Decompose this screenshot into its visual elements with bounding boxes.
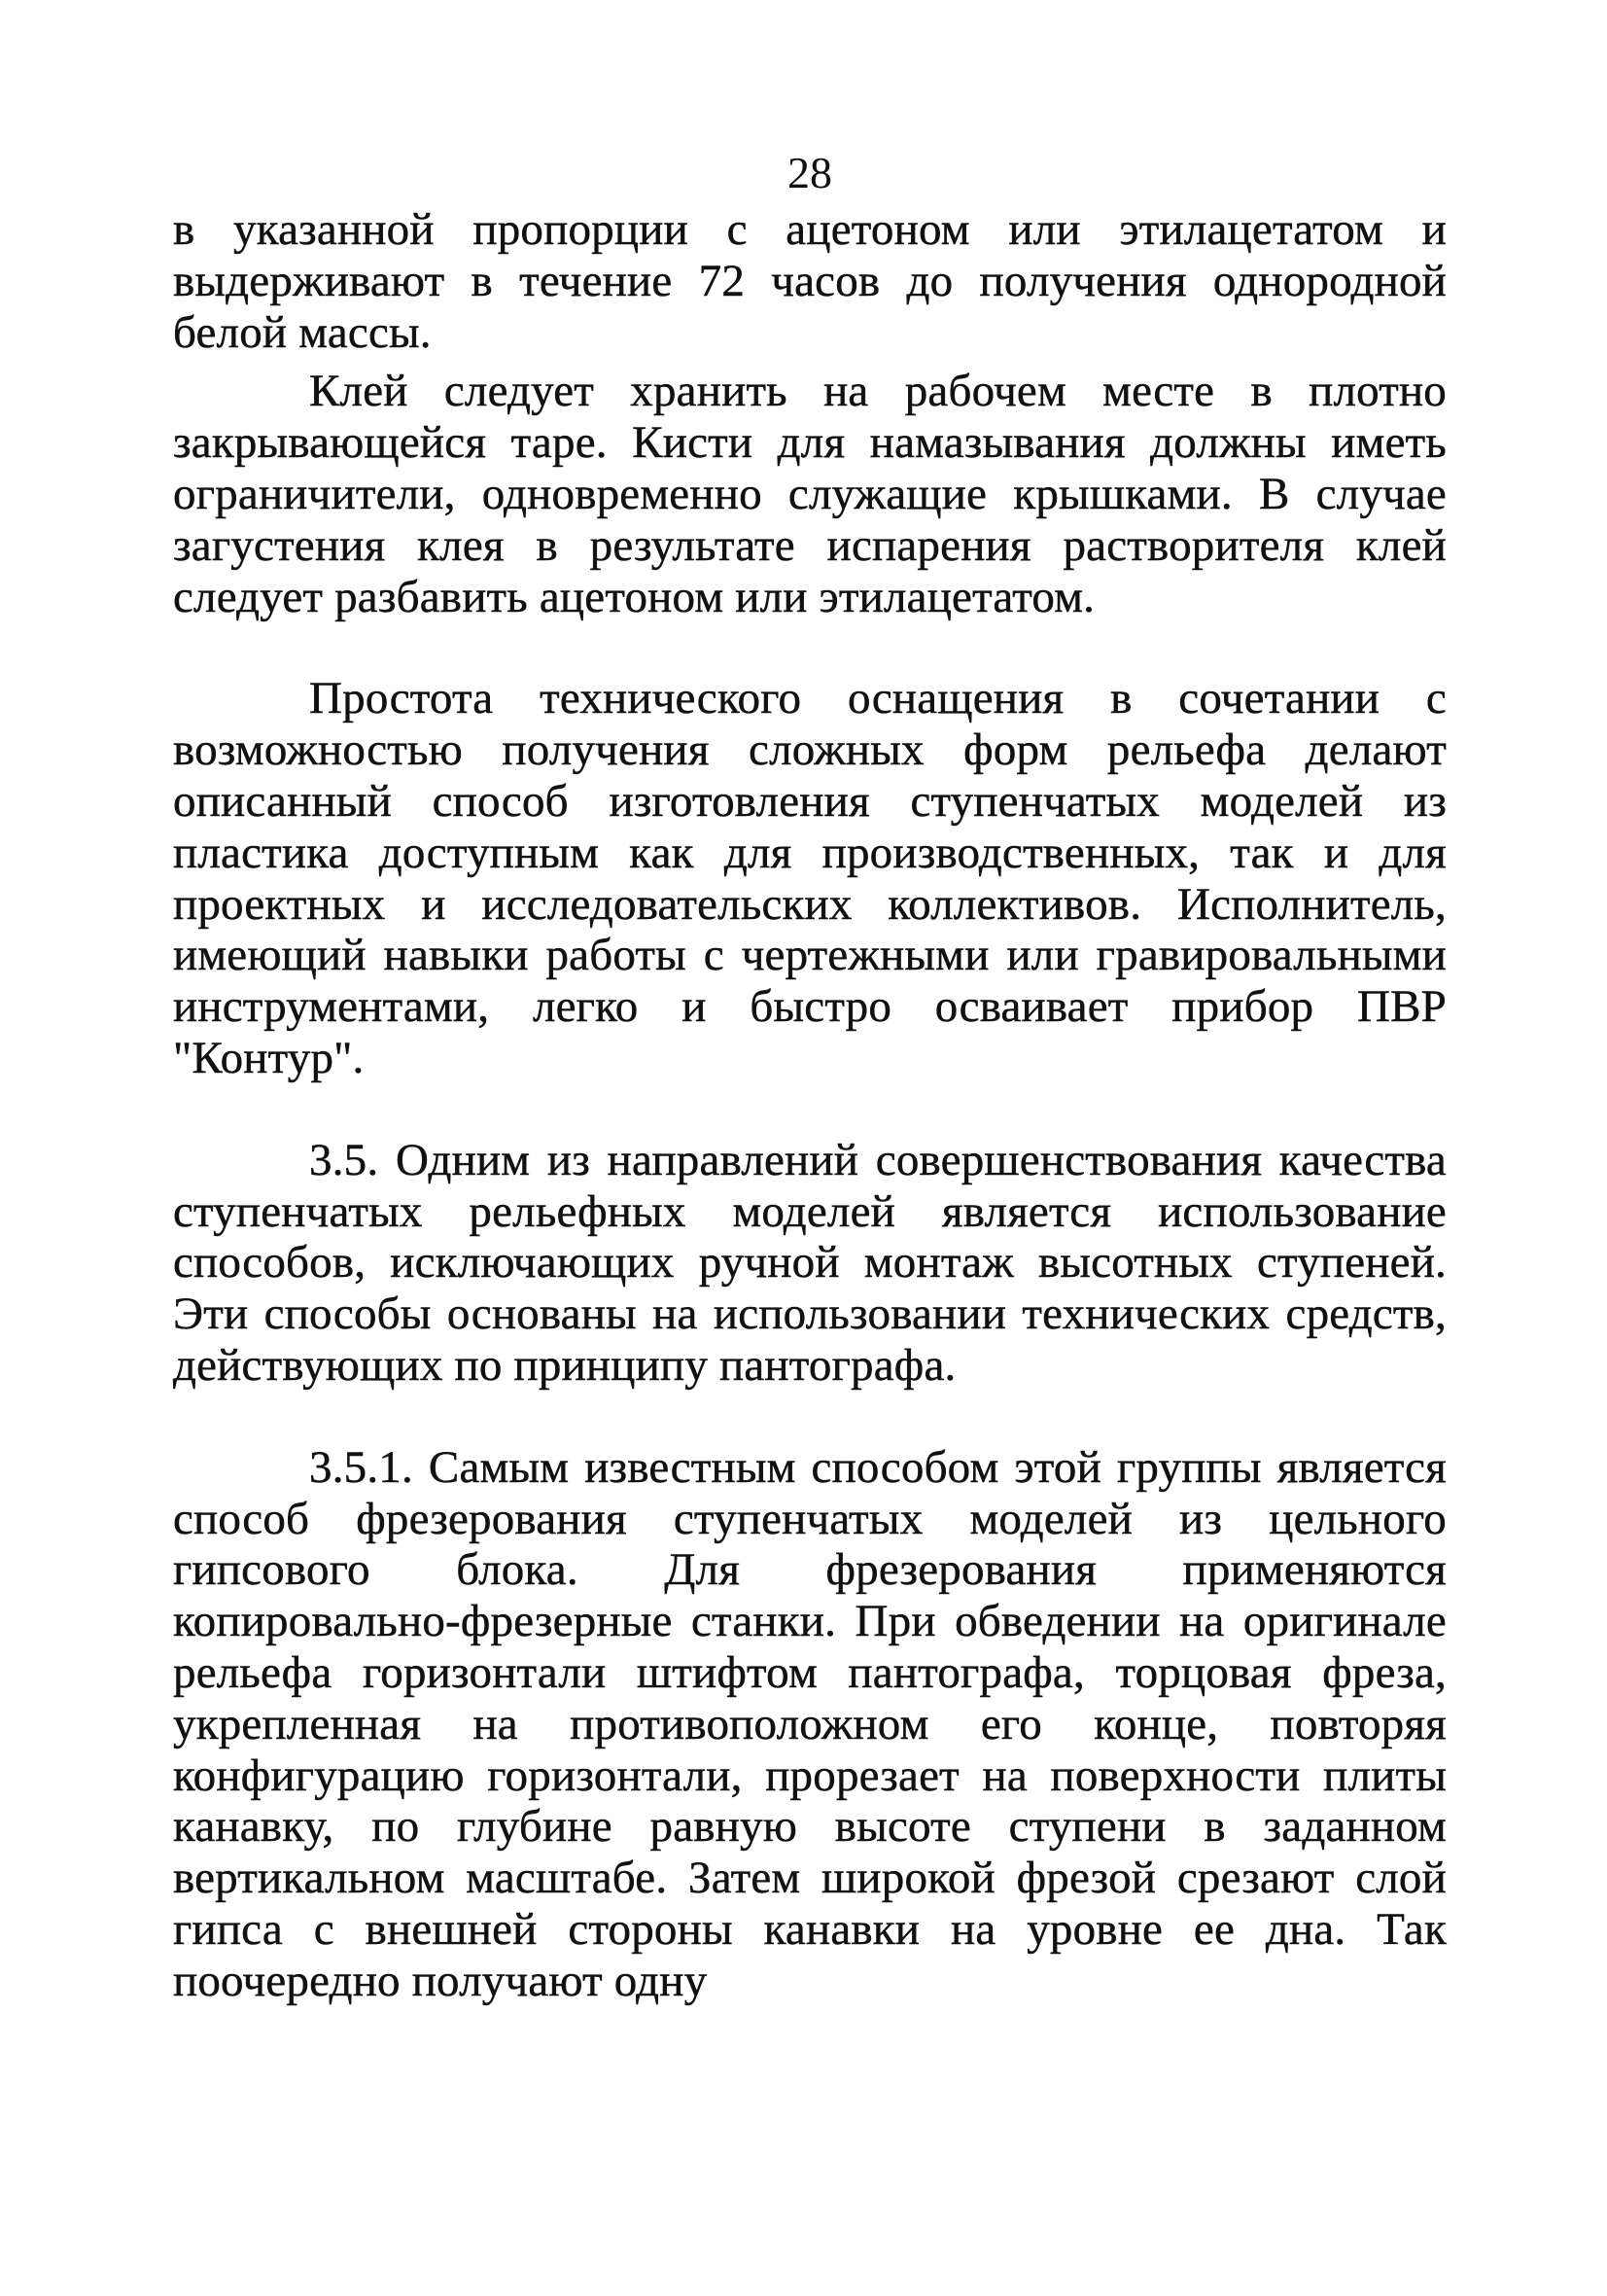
paragraph-section-3-5: 3.5. Одним из направлений совершенствования качества ступенчатых рельефных моделей является использование способов, исключающих ручной монтаж высотных ступеней. Эти способы основаны на использовании технических средств, действующих по принципу пантографа. — [173, 1134, 1447, 1391]
paragraph-spacer — [173, 358, 1447, 366]
document-page — [173, 146, 1447, 2007]
paragraph-glue-storage: Клей следует хранить на рабочем месте в плотно закрывающейся таре. Кисти для намазывания должны иметь ограничители, одновременно служащие крышками. В случае загустения клея в результате испарения растворителя клей следует разбавить ацетоном или этилацетатом. — [173, 366, 1447, 622]
paragraph-spacer — [173, 1392, 1447, 1442]
paragraph-section-3-5-1: 3.5.1. Самым известным способом этой группы является способ фрезерования ступенчатых моделей из цельного гипсового блока. Для фрезерования применяются копировально-фрезерные станки. При обведении на оригинале рельефа горизонтали штифтом пантографа, торцовая фреза, укрепленная на противоположном его конце, повторяя конфигурацию горизонтали, прорезает на поверхности плиты канавку, по глубине равную высоте ступени в заданном вертикальном масштабе. Затем широкой фрезой срезают слой гипса с внешней стороны канавки на уровне ее дна. Так поочередно получают одну — [173, 1441, 1447, 2006]
paragraph-spacer — [173, 622, 1447, 673]
paragraph-technical-equipment: Простота технического оснащения в сочетании с возможностью получения сложных форм рельефа делают описанный способ изготовления ступенчатых моделей из пластика доступным как для производственных, так и для проектных и исследовательских коллективов. Исполнитель, имеющий навыки работы с чертежными или гравировальными инструментами, легко и быстро осваивает прибор ПВР "Контур". — [173, 673, 1447, 1083]
paragraph-continuation: в указанной пропорции с ацетоном или этилацетатом и выдерживают в течение 72 часов до получения однородной белой массы. — [173, 204, 1447, 358]
paragraph-spacer — [173, 1084, 1447, 1135]
page-number: 28 — [787, 148, 832, 197]
